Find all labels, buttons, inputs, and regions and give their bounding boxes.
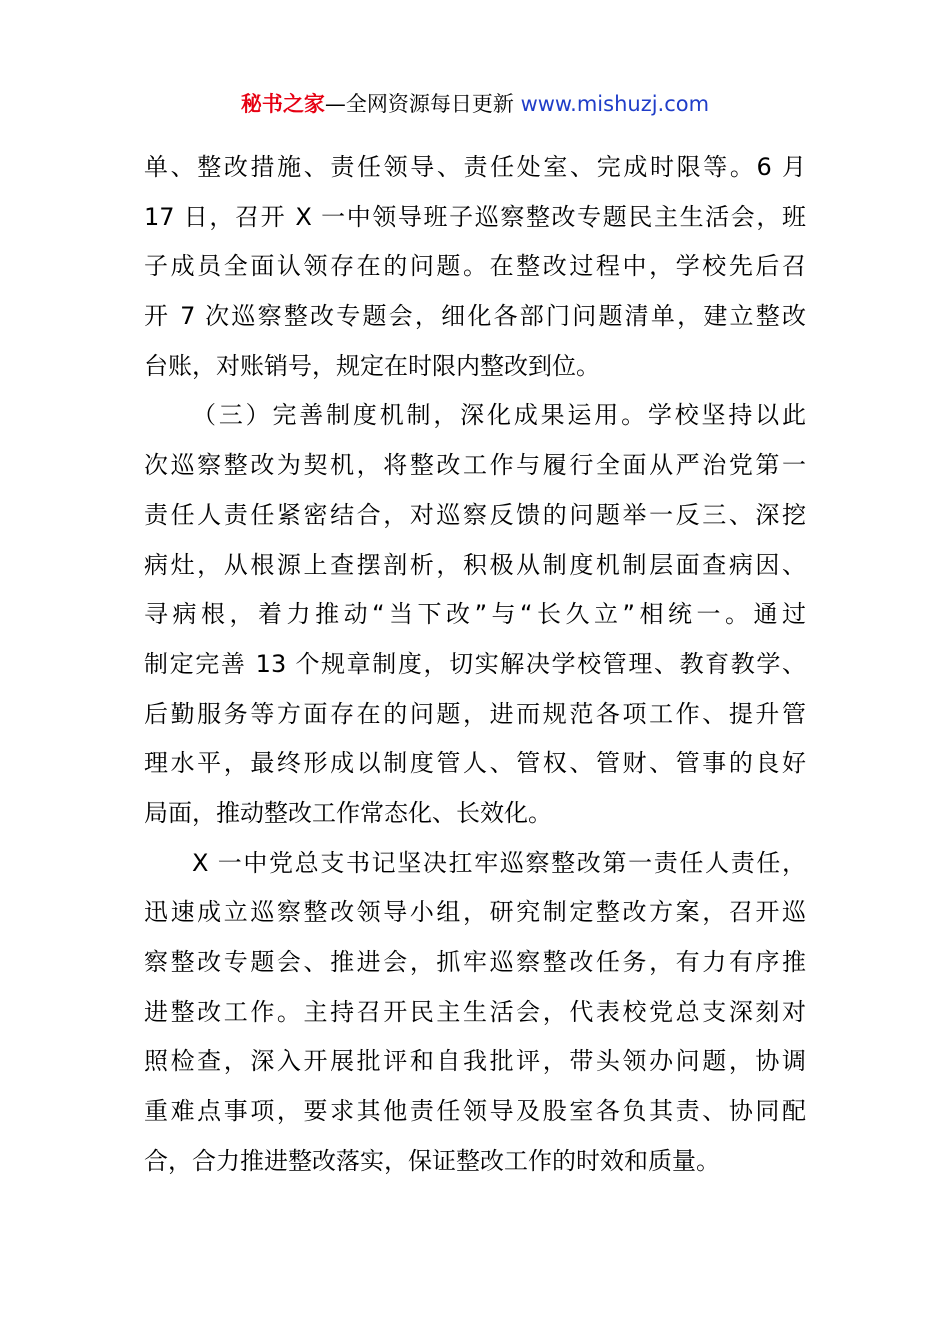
site-tagline: —全网资源每日更新 xyxy=(324,92,521,116)
site-brand: 秘书之家 xyxy=(240,92,325,116)
document-body xyxy=(144,143,806,1186)
text-line: 理水平，最终形成以制度管人、管权、管财、管事的良好 xyxy=(144,749,806,778)
text-line: 进整改工作。主持召开民主生活会，代表校党总支深刻对 xyxy=(144,997,806,1026)
text-line: 寻病根，着力推动“当下改”与“长久立”相统一。通过 xyxy=(144,600,806,629)
paragraph xyxy=(144,391,806,838)
text-line: 单、整改措施、责任领导、责任处室、完成时限等。6 月 xyxy=(144,153,806,181)
text-line: 察整改专题会、推进会，抓牢巡察整改任务，有力有序推 xyxy=(144,948,806,976)
text-line: X 一中党总支书记坚决扛牢巡察整改第一责任人责任， xyxy=(192,848,806,877)
text-line: 迅速成立巡察整改领导小组，研究制定整改方案，召开巡 xyxy=(144,898,806,927)
text-line: 台账，对账销号，规定在时限内整改到位。 xyxy=(144,351,600,380)
site-url: www.mishuzj.com xyxy=(520,92,710,116)
text-line: 17 日，召开 X 一中领导班子巡察整改专题民主生活会，班 xyxy=(144,202,806,231)
text-line: 开 7 次巡察整改专题会，细化各部门问题清单，建立整改 xyxy=(144,302,806,331)
text-line: 次巡察整改为契机，将整改工作与履行全面从严治党第一 xyxy=(144,451,806,480)
text-line: （三）完善制度机制，深化成果运用。学校坚持以此 xyxy=(192,401,806,430)
text-line: 重难点事项，要求其他责任领导及股室各负其责、协同配 xyxy=(144,1097,806,1126)
paragraph xyxy=(144,143,806,391)
text-line: 责任人责任紧密结合，对巡察反馈的问题举一反三、深挖 xyxy=(144,500,806,529)
text-line: 照检查，深入开展批评和自我批评，带头领办问题，协调 xyxy=(144,1047,806,1076)
text-line: 合，合力推进整改落实，保证整改工作的时效和质量。 xyxy=(144,1146,720,1175)
text-line: 子成员全面认领存在的问题。在整改过程中，学校先后召 xyxy=(144,252,806,281)
text-line: 制定完善 13 个规章制度，切实解决学校管理、教育教学、 xyxy=(144,649,806,678)
text-line: 后勤服务等方面存在的问题，进而规范各项工作、提升管 xyxy=(144,699,806,728)
text-line: 局面，推动整改工作常态化、长效化。 xyxy=(144,798,552,827)
text-line: 病灶，从根源上查摆剖析，积极从制度机制层面查病因、 xyxy=(144,550,806,579)
page-header xyxy=(0,88,950,120)
paragraph xyxy=(144,839,806,1187)
